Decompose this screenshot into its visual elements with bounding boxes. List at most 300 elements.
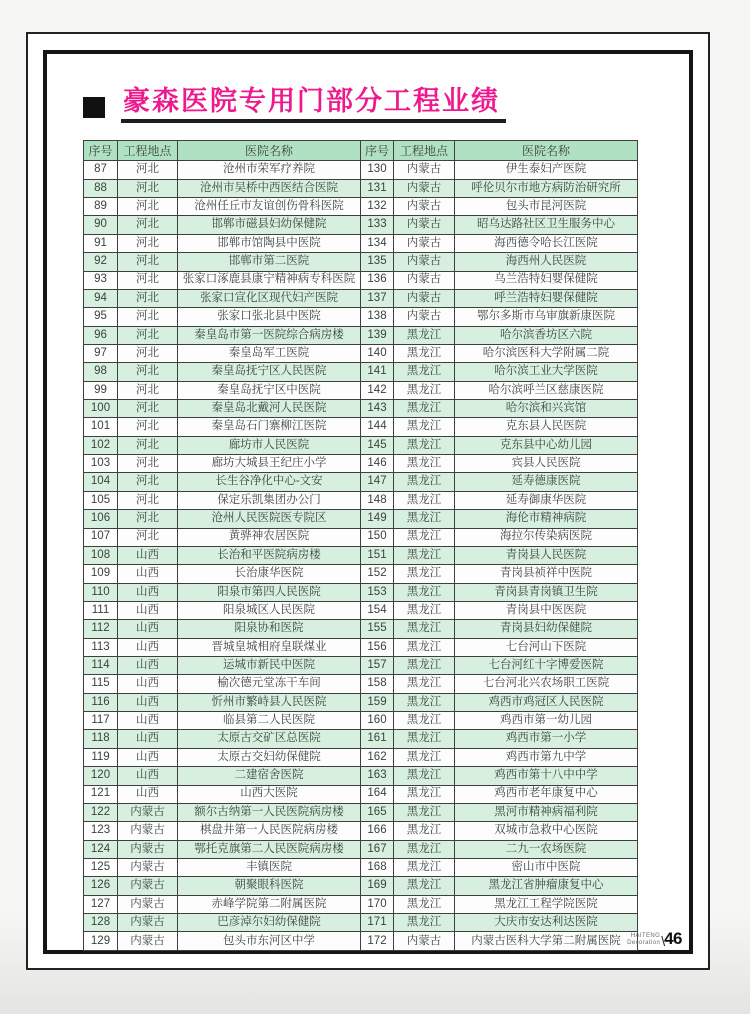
hospital-name-cell: 密山市中医院 (455, 859, 638, 877)
serial-cell: 142 (361, 381, 394, 399)
serial-cell: 137 (361, 289, 394, 307)
table-row (84, 344, 638, 362)
location-cell: 河北 (118, 381, 178, 399)
table-row (84, 455, 638, 473)
hospital-name-cell: 廊坊市人民医院 (178, 436, 361, 454)
page-title: 豪森医院专用门部分工程业绩 (121, 87, 506, 123)
hospital-name-cell: 伊生泰妇产医院 (455, 161, 638, 179)
serial-cell: 148 (361, 491, 394, 509)
table-row (84, 620, 638, 638)
location-cell: 山西 (118, 565, 178, 583)
hospital-name-cell: 阳泉市第四人民医院 (178, 583, 361, 601)
serial-cell: 147 (361, 473, 394, 491)
table-row (84, 565, 638, 583)
hospital-name-cell: 山西大医院 (178, 785, 361, 803)
hospital-name-cell: 青岗县妇幼保健院 (455, 620, 638, 638)
hospital-name-cell: 宾县人民医院 (455, 455, 638, 473)
serial-cell: 149 (361, 510, 394, 528)
serial-cell: 141 (361, 363, 394, 381)
hospital-name-cell: 太原古交矿区总医院 (178, 730, 361, 748)
hospital-name-cell: 青岗县人民医院 (455, 546, 638, 564)
serial-cell: 112 (84, 620, 118, 638)
serial-cell: 151 (361, 546, 394, 564)
location-cell: 内蒙古 (118, 803, 178, 821)
serial-cell: 146 (361, 455, 394, 473)
location-cell: 黑龙江 (394, 675, 455, 693)
hospital-name-cell: 哈尔滨医科大学附属二院 (455, 344, 638, 362)
location-cell: 内蒙古 (394, 308, 455, 326)
hospital-name-cell: 巴彦淖尔妇幼保健院 (178, 914, 361, 932)
serial-cell: 140 (361, 344, 394, 362)
title-block (83, 87, 689, 123)
location-cell: 黑龙江 (394, 400, 455, 418)
brand-line-1: HAITENG (630, 933, 661, 940)
location-cell: 河北 (118, 510, 178, 528)
location-cell: 内蒙古 (394, 234, 455, 252)
location-cell: 河北 (118, 198, 178, 216)
serial-cell: 106 (84, 510, 118, 528)
location-cell: 河北 (118, 289, 178, 307)
serial-cell: 93 (84, 271, 118, 289)
hospital-name-cell: 张家口张北县中医院 (178, 308, 361, 326)
hospital-name-cell: 秦皇岛军工医院 (178, 344, 361, 362)
hospital-name-cell: 晋城皇城相府皇联煤业 (178, 638, 361, 656)
hospital-name-cell: 秦皇岛石门寨柳江医院 (178, 418, 361, 436)
table-row (84, 179, 638, 197)
serial-cell: 117 (84, 712, 118, 730)
hospital-name-cell: 双城市急救中心医院 (455, 822, 638, 840)
hospital-name-cell: 二建宿舍医院 (178, 767, 361, 785)
hospital-name-cell: 内蒙古医科大学第二附属医院 (455, 932, 638, 951)
table-row (84, 767, 638, 785)
location-cell: 山西 (118, 657, 178, 675)
hospital-name-cell: 延寿德康医院 (455, 473, 638, 491)
brand-logo (627, 933, 660, 947)
serial-cell: 118 (84, 730, 118, 748)
location-cell: 黑龙江 (394, 381, 455, 399)
serial-cell: 127 (84, 895, 118, 913)
header-location-right: 工程地点 (394, 141, 455, 161)
hospital-name-cell: 太原古交妇幼保健院 (178, 748, 361, 766)
performance-table (83, 140, 638, 951)
table-row (84, 161, 638, 179)
location-cell: 河北 (118, 363, 178, 381)
location-cell: 内蒙古 (118, 932, 178, 951)
serial-cell: 126 (84, 877, 118, 895)
hospital-name-cell: 沧州人民医院医专院区 (178, 510, 361, 528)
hospital-name-cell: 黄骅神农居医院 (178, 528, 361, 546)
table-row (84, 198, 638, 216)
serial-cell: 96 (84, 326, 118, 344)
table-row (84, 914, 638, 932)
table-row (84, 234, 638, 252)
location-cell: 河北 (118, 528, 178, 546)
hospital-name-cell: 鄂尔多斯市乌审旗新康医院 (455, 308, 638, 326)
hospital-name-cell: 临县第二人民医院 (178, 712, 361, 730)
location-cell: 山西 (118, 620, 178, 638)
serial-cell: 124 (84, 840, 118, 858)
serial-cell: 92 (84, 253, 118, 271)
location-cell: 黑龙江 (394, 601, 455, 619)
hospital-name-cell: 沧州市荣军疗养院 (178, 161, 361, 179)
serial-cell: 135 (361, 253, 394, 271)
hospital-name-cell: 七台河北兴农场职工医院 (455, 675, 638, 693)
location-cell: 内蒙古 (118, 822, 178, 840)
serial-cell: 171 (361, 914, 394, 932)
serial-cell: 111 (84, 601, 118, 619)
location-cell: 内蒙古 (394, 253, 455, 271)
serial-cell: 131 (361, 179, 394, 197)
table-row (84, 822, 638, 840)
location-cell: 山西 (118, 748, 178, 766)
hospital-name-cell: 包头市昆河医院 (455, 198, 638, 216)
serial-cell: 129 (84, 932, 118, 951)
hospital-name-cell: 海西州人民医院 (455, 253, 638, 271)
table-row (84, 381, 638, 399)
table-row (84, 216, 638, 234)
serial-cell: 165 (361, 803, 394, 821)
hospital-name-cell: 张家口涿鹿县康宁精神病专科医院 (178, 271, 361, 289)
location-cell: 河北 (118, 216, 178, 234)
table-row (84, 840, 638, 858)
serial-cell: 152 (361, 565, 394, 583)
table-row (84, 400, 638, 418)
location-cell: 内蒙古 (118, 840, 178, 858)
location-cell: 黑龙江 (394, 840, 455, 858)
location-cell: 山西 (118, 712, 178, 730)
hospital-name-cell: 黑龙江工程学院医院 (455, 895, 638, 913)
location-cell: 山西 (118, 730, 178, 748)
location-cell: 黑龙江 (394, 785, 455, 803)
location-cell: 黑龙江 (394, 583, 455, 601)
hospital-name-cell: 哈尔滨香坊区六院 (455, 326, 638, 344)
table-row (84, 308, 638, 326)
hospital-name-cell: 鸡西市第一小学 (455, 730, 638, 748)
hospital-name-cell: 榆次德元堂冻干车间 (178, 675, 361, 693)
serial-cell: 155 (361, 620, 394, 638)
serial-cell: 109 (84, 565, 118, 583)
location-cell: 黑龙江 (394, 748, 455, 766)
location-cell: 内蒙古 (394, 161, 455, 179)
serial-cell: 133 (361, 216, 394, 234)
table-row (84, 859, 638, 877)
serial-cell: 87 (84, 161, 118, 179)
location-cell: 黑龙江 (394, 657, 455, 675)
location-cell: 黑龙江 (394, 363, 455, 381)
hospital-name-cell: 克东县人民医院 (455, 418, 638, 436)
hospital-name-cell: 七台河红十字博爱医院 (455, 657, 638, 675)
serial-cell: 122 (84, 803, 118, 821)
hospital-name-cell: 秦皇岛市第一医院综合病房楼 (178, 326, 361, 344)
location-cell: 内蒙古 (118, 877, 178, 895)
table-row (84, 601, 638, 619)
hospital-name-cell: 呼伦贝尔市地方病防治研究所 (455, 179, 638, 197)
hospital-name-cell: 邯郸市第二医院 (178, 253, 361, 271)
location-cell: 河北 (118, 179, 178, 197)
hospital-name-cell: 长生谷净化中心-文安 (178, 473, 361, 491)
serial-cell: 143 (361, 400, 394, 418)
hospital-name-cell: 鸡西市第十八中中学 (455, 767, 638, 785)
hospital-name-cell: 沧州任丘市友谊创伤骨科医院 (178, 198, 361, 216)
location-cell: 河北 (118, 473, 178, 491)
table-row (84, 546, 638, 564)
location-cell: 山西 (118, 693, 178, 711)
serial-cell: 103 (84, 455, 118, 473)
location-cell: 河北 (118, 491, 178, 509)
serial-cell: 160 (361, 712, 394, 730)
brand-line-2: Decoration (627, 940, 661, 947)
location-cell: 河北 (118, 326, 178, 344)
serial-cell: 107 (84, 528, 118, 546)
hospital-name-cell: 秦皇岛抚宁区中医院 (178, 381, 361, 399)
table-row (84, 785, 638, 803)
serial-cell: 119 (84, 748, 118, 766)
hospital-name-cell: 廊坊大城县王纪庄小学 (178, 455, 361, 473)
location-cell: 河北 (118, 455, 178, 473)
serial-cell: 98 (84, 363, 118, 381)
location-cell: 内蒙古 (394, 179, 455, 197)
table-row (84, 712, 638, 730)
hospital-name-cell: 海拉尔传染病医院 (455, 528, 638, 546)
location-cell: 黑龙江 (394, 528, 455, 546)
serial-cell: 99 (84, 381, 118, 399)
location-cell: 黑龙江 (394, 510, 455, 528)
serial-cell: 94 (84, 289, 118, 307)
serial-cell: 90 (84, 216, 118, 234)
serial-cell: 144 (361, 418, 394, 436)
location-cell: 内蒙古 (118, 895, 178, 913)
page-footer (627, 929, 682, 949)
location-cell: 山西 (118, 638, 178, 656)
hospital-name-cell: 海伦市精神病院 (455, 510, 638, 528)
hospital-name-cell: 黑河市精神病福利院 (455, 803, 638, 821)
location-cell: 黑龙江 (394, 895, 455, 913)
location-cell: 黑龙江 (394, 565, 455, 583)
location-cell: 河北 (118, 161, 178, 179)
serial-cell: 138 (361, 308, 394, 326)
table-row (84, 253, 638, 271)
serial-cell: 153 (361, 583, 394, 601)
hospital-name-cell: 阳泉城区人民医院 (178, 601, 361, 619)
serial-cell: 128 (84, 914, 118, 932)
hospital-name-cell: 丰镇医院 (178, 859, 361, 877)
serial-cell: 121 (84, 785, 118, 803)
location-cell: 山西 (118, 583, 178, 601)
hospital-name-cell: 邯郸市磁县妇幼保健院 (178, 216, 361, 234)
serial-cell: 105 (84, 491, 118, 509)
location-cell: 山西 (118, 767, 178, 785)
hospital-name-cell: 长治康华医院 (178, 565, 361, 583)
hospital-name-cell: 昭乌达路社区卫生服务中心 (455, 216, 638, 234)
serial-cell: 157 (361, 657, 394, 675)
hospital-name-cell: 鸡西市老年康复中心 (455, 785, 638, 803)
location-cell: 黑龙江 (394, 859, 455, 877)
serial-cell: 110 (84, 583, 118, 601)
page-number: 46 (664, 929, 682, 948)
hospital-name-cell: 哈尔滨工业大学医院 (455, 363, 638, 381)
hospital-name-cell: 忻州市繁峙县人民医院 (178, 693, 361, 711)
location-cell: 河北 (118, 400, 178, 418)
table-row (84, 583, 638, 601)
hospital-name-cell: 运城市新民中医院 (178, 657, 361, 675)
serial-cell: 104 (84, 473, 118, 491)
hospital-name-cell: 海西德令哈长江医院 (455, 234, 638, 252)
table-row (84, 473, 638, 491)
hospital-name-cell: 鄂托克旗第二人民医院病房楼 (178, 840, 361, 858)
location-cell: 黑龙江 (394, 730, 455, 748)
table-row (84, 803, 638, 821)
serial-cell: 114 (84, 657, 118, 675)
table-row (84, 271, 638, 289)
table-row (84, 657, 638, 675)
hospital-name-cell: 乌兰浩特妇婴保健院 (455, 271, 638, 289)
serial-cell: 123 (84, 822, 118, 840)
location-cell: 内蒙古 (118, 859, 178, 877)
serial-cell: 145 (361, 436, 394, 454)
table-body (84, 161, 638, 951)
location-cell: 河北 (118, 308, 178, 326)
hospital-name-cell: 张家口宣化区现代妇产医院 (178, 289, 361, 307)
page-outer-frame (26, 32, 710, 970)
hospital-name-cell: 青岗县祯祥中医院 (455, 565, 638, 583)
header-hospital-right: 医院名称 (455, 141, 638, 161)
serial-cell: 172 (361, 932, 394, 951)
table-row (84, 491, 638, 509)
table-row (84, 638, 638, 656)
serial-cell: 169 (361, 877, 394, 895)
location-cell: 河北 (118, 344, 178, 362)
serial-cell: 116 (84, 693, 118, 711)
location-cell: 黑龙江 (394, 455, 455, 473)
hospital-name-cell: 延寿御康华医院 (455, 491, 638, 509)
location-cell: 黑龙江 (394, 473, 455, 491)
hospital-name-cell: 鸡西市第九中学 (455, 748, 638, 766)
location-cell: 内蒙古 (394, 271, 455, 289)
table-row (84, 748, 638, 766)
serial-cell: 170 (361, 895, 394, 913)
serial-cell: 156 (361, 638, 394, 656)
table-row (84, 693, 638, 711)
serial-cell: 89 (84, 198, 118, 216)
serial-cell: 91 (84, 234, 118, 252)
hospital-name-cell: 秦皇岛抚宁区人民医院 (178, 363, 361, 381)
hospital-name-cell: 二九一农场医院 (455, 840, 638, 858)
header-serial-right: 序号 (361, 141, 394, 161)
location-cell: 黑龙江 (394, 767, 455, 785)
serial-cell: 168 (361, 859, 394, 877)
serial-cell: 139 (361, 326, 394, 344)
serial-cell: 108 (84, 546, 118, 564)
location-cell: 黑龙江 (394, 803, 455, 821)
location-cell: 黑龙江 (394, 822, 455, 840)
table-row (84, 675, 638, 693)
location-cell: 河北 (118, 436, 178, 454)
hospital-name-cell: 阳泉协和医院 (178, 620, 361, 638)
location-cell: 黑龙江 (394, 693, 455, 711)
serial-cell: 120 (84, 767, 118, 785)
serial-cell: 115 (84, 675, 118, 693)
serial-cell: 113 (84, 638, 118, 656)
location-cell: 黑龙江 (394, 546, 455, 564)
hospital-name-cell: 哈尔滨和兴宾馆 (455, 400, 638, 418)
serial-cell: 130 (361, 161, 394, 179)
serial-cell: 102 (84, 436, 118, 454)
serial-cell: 161 (361, 730, 394, 748)
table-row (84, 436, 638, 454)
serial-cell: 136 (361, 271, 394, 289)
hospital-name-cell: 赤峰学院第二附属医院 (178, 895, 361, 913)
hospital-name-cell: 大庆市安达利达医院 (455, 914, 638, 932)
table-row (84, 510, 638, 528)
serial-cell: 158 (361, 675, 394, 693)
location-cell: 内蒙古 (394, 289, 455, 307)
header-serial-left: 序号 (84, 141, 118, 161)
serial-cell: 159 (361, 693, 394, 711)
table-row (84, 932, 638, 951)
serial-cell: 100 (84, 400, 118, 418)
slash-mark: \ (661, 933, 666, 949)
hospital-name-cell: 秦皇岛北戴河人民医院 (178, 400, 361, 418)
serial-cell: 162 (361, 748, 394, 766)
serial-cell: 154 (361, 601, 394, 619)
hospital-name-cell: 呼兰浩特妇婴保健院 (455, 289, 638, 307)
hospital-name-cell: 沧州市吴桥中西医结合医院 (178, 179, 361, 197)
location-cell: 黑龙江 (394, 344, 455, 362)
serial-cell: 166 (361, 822, 394, 840)
hospital-name-cell: 七台河山下医院 (455, 638, 638, 656)
hospital-name-cell: 青岗县青岗镇卫生院 (455, 583, 638, 601)
serial-cell: 101 (84, 418, 118, 436)
location-cell: 山西 (118, 546, 178, 564)
hospital-name-cell: 包头市东河区中学 (178, 932, 361, 951)
location-cell: 河北 (118, 253, 178, 271)
location-cell: 山西 (118, 675, 178, 693)
location-cell: 内蒙古 (394, 198, 455, 216)
serial-cell: 134 (361, 234, 394, 252)
hospital-name-cell: 克东县中心幼儿园 (455, 436, 638, 454)
location-cell: 黑龙江 (394, 620, 455, 638)
location-cell: 黑龙江 (394, 491, 455, 509)
hospital-name-cell: 鸡西市第一幼儿园 (455, 712, 638, 730)
table-row (84, 326, 638, 344)
table-row (84, 730, 638, 748)
hospital-name-cell: 哈尔滨呼兰区慈康医院 (455, 381, 638, 399)
table-header-row (84, 141, 638, 161)
hospital-name-cell: 额尔古纳第一人民医院病房楼 (178, 803, 361, 821)
table-row (84, 363, 638, 381)
location-cell: 内蒙古 (118, 914, 178, 932)
location-cell: 黑龙江 (394, 638, 455, 656)
serial-cell: 163 (361, 767, 394, 785)
location-cell: 黑龙江 (394, 326, 455, 344)
location-cell: 河北 (118, 418, 178, 436)
hospital-name-cell: 鸡西市鸡冠区人民医院 (455, 693, 638, 711)
location-cell: 内蒙古 (394, 932, 455, 951)
location-cell: 黑龙江 (394, 712, 455, 730)
hospital-name-cell: 朝聚眼科医院 (178, 877, 361, 895)
hospital-name-cell: 保定乐凯集团办公门 (178, 491, 361, 509)
serial-cell: 95 (84, 308, 118, 326)
serial-cell: 132 (361, 198, 394, 216)
hospital-name-cell: 黑龙江省肿瘤康复中心 (455, 877, 638, 895)
hospital-name-cell: 长治和平医院病房楼 (178, 546, 361, 564)
table-row (84, 528, 638, 546)
location-cell: 黑龙江 (394, 436, 455, 454)
serial-cell: 125 (84, 859, 118, 877)
table-row (84, 289, 638, 307)
page-inner-frame (43, 50, 693, 954)
location-cell: 黑龙江 (394, 877, 455, 895)
